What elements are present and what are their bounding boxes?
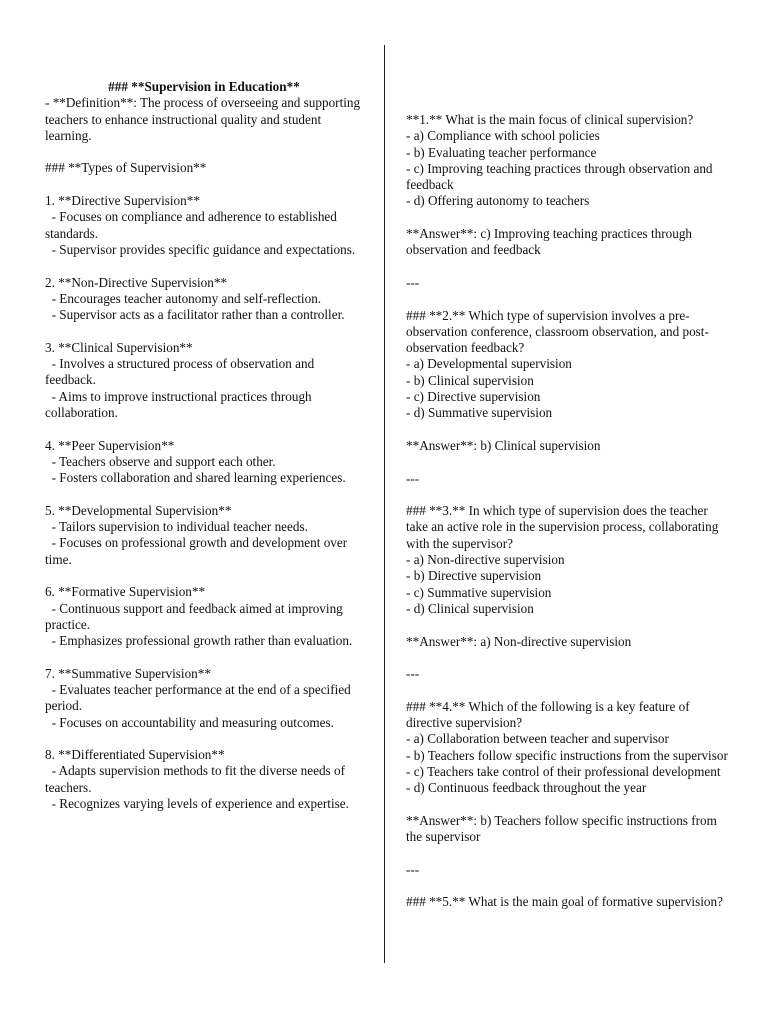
questions-list <box>406 112 728 911</box>
question-text: **1.** What is the main focus of clinical supervision? <box>406 112 694 127</box>
type-point: - Focuses on accountability and measuring outcomes. <box>45 714 334 730</box>
type-heading: 5. **Developmental Supervision** <box>45 502 232 518</box>
supervision-type <box>45 438 363 487</box>
supervision-type <box>45 584 363 649</box>
answer-option: - a) Developmental supervision <box>406 356 572 372</box>
question-text: ### **3.** In which type of supervision does the teacher take an active role in the supervision process, collaborating with the supervisor? <box>406 503 719 551</box>
answer-text: **Answer**: a) Non-directive supervision <box>406 633 632 649</box>
type-heading: 8. **Differentiated Supervision** <box>45 747 225 763</box>
type-point: - Involves a structured process of observation and feedback. <box>45 356 318 388</box>
type-point: - Aims to improve instructional practices through collaboration. <box>45 388 315 420</box>
document-title: ### **Supervision in Education** <box>108 79 300 94</box>
answer-text: **Answer**: b) Teachers follow specific instructions from the supervisor <box>406 812 717 845</box>
answer-option: - b) Clinical supervision <box>406 372 534 388</box>
answer-text: **Answer**: b) Clinical supervision <box>406 437 601 453</box>
type-point: - Fosters collaboration and shared learning experiences. <box>45 470 346 486</box>
quiz-question <box>406 503 728 699</box>
answer-option: - b) Evaluating teacher performance <box>406 144 597 160</box>
types-heading: ### **Types of Supervision** <box>45 160 207 176</box>
question-text: ### **2.** Which type of supervision involves a pre-observation conference, classroom observation, and post-observation feedback? <box>406 307 709 356</box>
definition-text: - **Definition**: The process of overseeing and supporting teachers to enhance instructional quality and student learning. <box>45 95 361 143</box>
quiz-question <box>406 894 728 910</box>
answer-option: - d) Offering autonomy to teachers <box>406 193 590 209</box>
type-point: - Supervisor provides specific guidance and expectations. <box>45 241 356 257</box>
type-point: - Continuous support and feedback aimed at improving practice. <box>45 600 347 632</box>
left-column <box>45 79 363 812</box>
answer-option: - c) Teachers take control of their professional development <box>406 763 721 779</box>
answer-option: - c) Summative supervision <box>406 584 552 600</box>
type-point: - Recognizes varying levels of experience and expertise. <box>45 796 349 812</box>
supervision-type <box>45 747 363 812</box>
type-point: - Emphasizes professional growth rather than evaluation. <box>45 633 353 649</box>
type-point: - Adapts supervision methods to fit the diverse needs of teachers. <box>45 763 349 795</box>
answer-option: - a) Collaboration between teacher and supervisor <box>406 731 669 747</box>
answer-option: - b) Teachers follow specific instructions from the supervisor <box>406 747 728 763</box>
supervision-type <box>45 275 363 324</box>
answer-option: - d) Clinical supervision <box>406 600 534 616</box>
answer-option: - c) Directive supervision <box>406 389 541 405</box>
question-text: ### **5.** What is the main goal of formative supervision? <box>406 894 723 910</box>
supervision-type <box>45 666 363 731</box>
supervision-type <box>45 340 363 421</box>
separator: --- <box>406 274 420 290</box>
answer-option: - b) Directive supervision <box>406 568 542 584</box>
type-point: - Focuses on professional growth and development over time. <box>45 535 351 567</box>
separator: --- <box>406 861 420 877</box>
type-heading: 6. **Formative Supervision** <box>45 584 206 600</box>
type-heading: 4. **Peer Supervision** <box>45 437 175 453</box>
type-heading: 3. **Clinical Supervision** <box>45 339 193 355</box>
quiz-question <box>406 112 728 308</box>
type-point: - Evaluates teacher performance at the end of a specified period. <box>45 681 355 714</box>
answer-option: - d) Summative supervision <box>406 405 553 421</box>
answer-option: - a) Non-directive supervision <box>406 552 565 568</box>
type-point: - Supervisor acts as a facilitator rather than a controller. <box>45 307 345 323</box>
type-heading: 1. **Directive Supervision** <box>45 193 200 209</box>
quiz-question <box>406 699 728 895</box>
quiz-question <box>406 308 728 504</box>
question-text: ### **4.** Which of the following is a key feature of directive supervision? <box>406 698 690 730</box>
type-heading: 7. **Summative Supervision** <box>45 665 211 681</box>
separator: --- <box>406 666 420 682</box>
supervision-type <box>45 503 363 568</box>
answer-text: **Answer**: c) Improving teaching practices through observation and feedback <box>406 226 693 258</box>
answer-option: - a) Compliance with school policies <box>406 128 600 144</box>
supervision-type <box>45 193 363 258</box>
type-point: - Teachers observe and support each other. <box>45 453 276 469</box>
type-point: - Focuses on compliance and adherence to established standards. <box>45 209 341 241</box>
answer-option: - d) Continuous feedback throughout the year <box>406 780 647 796</box>
answer-option: - c) Improving teaching practices through observation and feedback <box>406 160 713 193</box>
separator: --- <box>406 470 420 486</box>
type-point: - Encourages teacher autonomy and self-reflection. <box>45 290 322 306</box>
type-heading: 2. **Non-Directive Supervision** <box>45 274 228 290</box>
type-point: - Tailors supervision to individual teacher needs. <box>45 519 308 535</box>
right-column <box>406 112 728 911</box>
types-list <box>45 193 363 812</box>
column-divider <box>384 45 385 963</box>
